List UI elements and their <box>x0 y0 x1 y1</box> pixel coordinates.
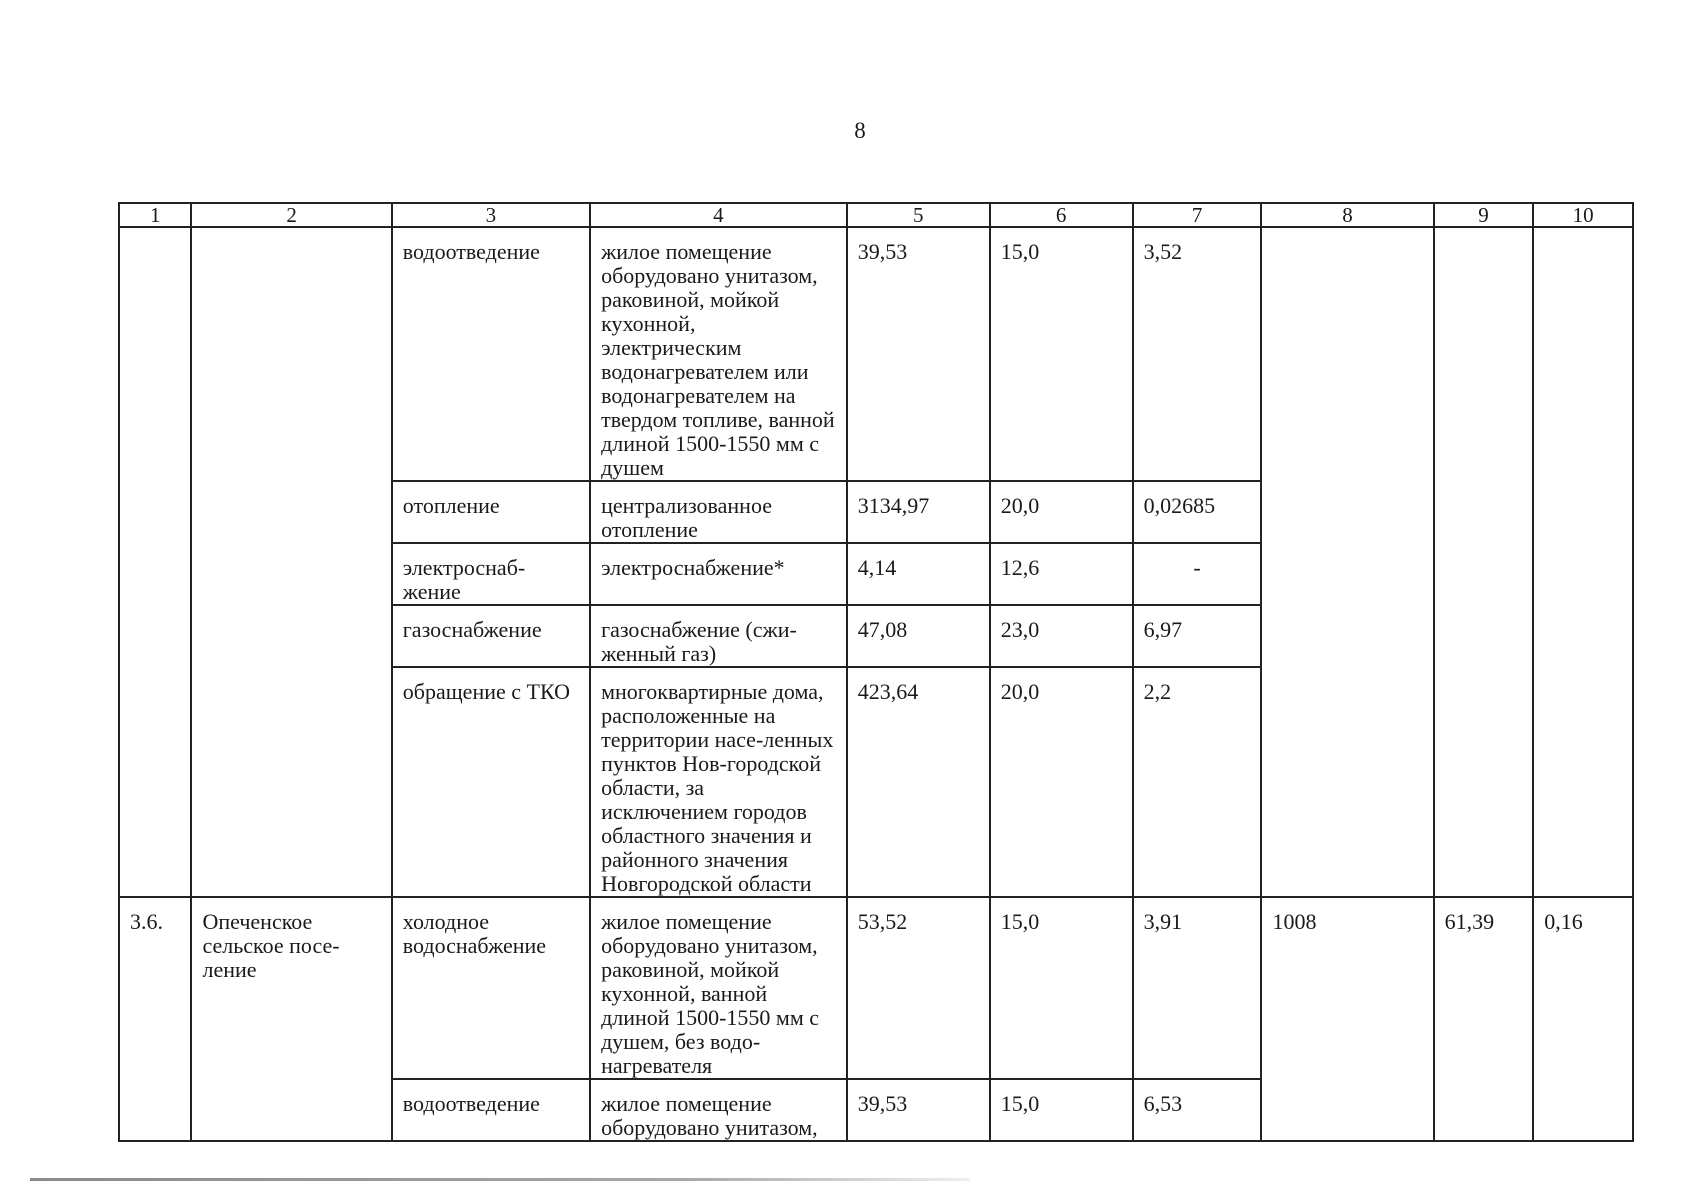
table-row <box>119 227 1633 481</box>
value-cell: 2,2 <box>1133 667 1262 897</box>
value-cell: 6,53 <box>1133 1079 1262 1141</box>
tariff-table <box>118 202 1634 1142</box>
value-cell: 23,0 <box>990 605 1133 667</box>
column-number-row <box>119 203 1633 227</box>
empty-cell <box>1261 227 1433 897</box>
column-number: 9 <box>1434 203 1534 227</box>
column-number: 5 <box>847 203 990 227</box>
value-cell: 3,52 <box>1133 227 1262 481</box>
value-cell: 61,39 <box>1434 897 1534 1141</box>
value-cell: 0,16 <box>1533 897 1633 1141</box>
column-number: 3 <box>392 203 590 227</box>
empty-settlement-cell <box>191 227 391 897</box>
description-cell: жилое помещение оборудовано унитазом, раковиной, мойкой кухонной, ванной длиной 1500-1550 мм с душем, без водо-нагревателя <box>590 897 847 1079</box>
value-cell: 39,53 <box>847 227 990 481</box>
value-cell: 12,6 <box>990 543 1133 605</box>
value-cell: 39,53 <box>847 1079 990 1141</box>
service-cell: отопление <box>392 481 590 543</box>
value-cell: 53,52 <box>847 897 990 1079</box>
value-cell: 20,0 <box>990 481 1133 543</box>
column-number: 4 <box>590 203 847 227</box>
value-cell: 3,91 <box>1133 897 1262 1079</box>
value-cell: 15,0 <box>990 897 1133 1079</box>
value-cell: 3134,97 <box>847 481 990 543</box>
value-cell: 15,0 <box>990 227 1133 481</box>
column-number: 8 <box>1261 203 1433 227</box>
table-row <box>119 897 1633 1079</box>
section-number-cell: 3.6. <box>119 897 191 1141</box>
column-number: 6 <box>990 203 1133 227</box>
value-cell: 20,0 <box>990 667 1133 897</box>
description-cell: жилое помещение оборудовано унитазом, <box>590 1079 847 1141</box>
value-cell: 1008 <box>1261 897 1433 1141</box>
value-cell: 0,02685 <box>1133 481 1262 543</box>
settlement-name-cell: Опеченское сельское посе-ление <box>191 897 391 1141</box>
value-cell: 15,0 <box>990 1079 1133 1141</box>
column-number: 10 <box>1533 203 1633 227</box>
description-cell: многоквартирные дома, расположенные на территории насе-ленных пунктов Нов-городской области, за исключением городов областного значения и районного значения Новгородской области <box>590 667 847 897</box>
empty-cell <box>1533 227 1633 897</box>
service-cell: водоотведение <box>392 227 590 481</box>
description-cell: жилое помещение оборудовано унитазом, раковиной, мойкой кухонной, электрическим водонагревателем или водонагревателем на твердом топливе, ванной длиной 1500-1550 мм с душем <box>590 227 847 481</box>
column-number: 1 <box>119 203 191 227</box>
value-cell: - <box>1133 543 1262 605</box>
empty-cell <box>1434 227 1534 897</box>
scan-artifact-line <box>30 1178 970 1181</box>
service-cell: газоснабжение <box>392 605 590 667</box>
column-number: 7 <box>1133 203 1262 227</box>
page-number: 8 <box>854 118 866 143</box>
service-cell: водоотведение <box>392 1079 590 1141</box>
description-cell: газоснабжение (сжи-женный газ) <box>590 605 847 667</box>
value-cell: 423,64 <box>847 667 990 897</box>
service-cell: холодное водоснабжение <box>392 897 590 1079</box>
value-cell: 6,97 <box>1133 605 1262 667</box>
value-cell: 4,14 <box>847 543 990 605</box>
empty-number-cell <box>119 227 191 897</box>
service-cell: электроснаб-жение <box>392 543 590 605</box>
value-cell: 47,08 <box>847 605 990 667</box>
description-cell: централизованное отопление <box>590 481 847 543</box>
column-number: 2 <box>191 203 391 227</box>
service-cell: обращение с ТКО <box>392 667 590 897</box>
description-cell: электроснабжение* <box>590 543 847 605</box>
